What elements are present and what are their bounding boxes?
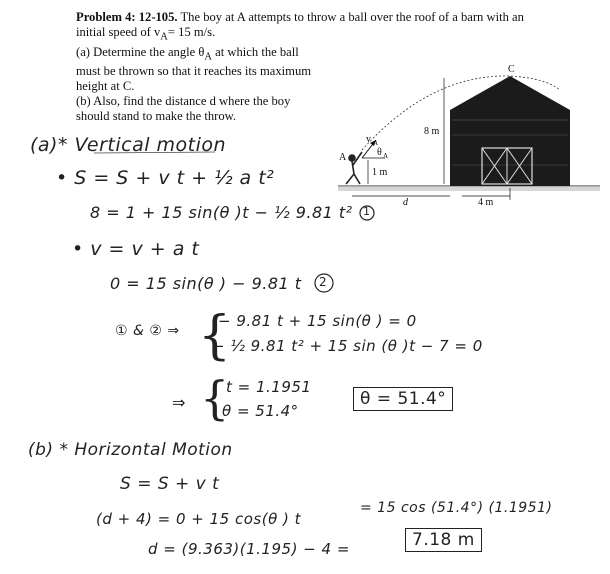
part-b-heading: (b) * Horizontal Motion <box>28 440 233 460</box>
label-d: d <box>403 197 408 208</box>
label-4m: 4 m <box>478 197 494 208</box>
eq-horizontal-numeric: (d + 4) = 0 + 15 cos(θ ) t <box>96 510 302 528</box>
eq-horizontal: S = S + v t <box>120 474 220 494</box>
problem-speed: = 15 m/s. <box>167 25 216 39</box>
eq-position: • S = S + v t + ½ a t² <box>56 167 275 189</box>
system-prefix: ① & ② ⇒ <box>115 323 180 339</box>
part-a-rest: at which the ball must be thrown so that it reaches its maximum height at C. <box>76 44 312 94</box>
result-t: t = 1.1951 <box>226 378 312 396</box>
eq-position-numeric: 8 = 1 + 15 sin(θ )t − ½ 9.81 t² <box>90 203 353 222</box>
result-arrow: ⇒ <box>172 393 186 412</box>
tag-2: 2 <box>319 275 328 289</box>
final-answer-boxed: 7.18 m <box>405 528 482 552</box>
label-1m: 1 m <box>372 167 388 178</box>
label-a: A <box>339 152 347 163</box>
problem-title: Problem 4: 12-105. <box>76 10 178 24</box>
boy <box>346 152 362 184</box>
result-brace: { <box>200 371 230 425</box>
system-line-1: − 9.81 t + 15 sin(θ ) = 0 <box>218 312 417 330</box>
problem-intro: The boy at A attempts to throw a ball over the roof of a barn with an initial speed of v <box>76 10 524 39</box>
part-a-heading: (a)* Vertical motion <box>30 134 227 156</box>
label-8m: 8 m <box>424 126 440 137</box>
result-theta-boxed: θ = 51.4° <box>353 387 453 411</box>
part-a-text: (a) Determine the angle θ <box>76 44 205 59</box>
label-theta-sub: A <box>383 152 389 160</box>
subscript-a2: A <box>204 51 213 63</box>
label-c: C <box>508 64 515 75</box>
eq-velocity-numeric: 0 = 15 sin(θ ) − 9.81 t <box>110 274 302 293</box>
result-theta: θ = 51.4° <box>222 402 299 420</box>
eq-velocity: • v = v + a t <box>72 238 200 260</box>
barn <box>450 76 570 186</box>
label-va: v <box>366 134 371 145</box>
label-theta: θ <box>377 147 382 158</box>
subscript-a: A <box>160 31 168 43</box>
ground-hatch <box>338 186 600 191</box>
part-b-text: (b) Also, find the distance d where the boy should stand to make the throw. <box>76 94 291 124</box>
label-va-sub: A <box>373 139 379 147</box>
system-line-2: − ½ 9.81 t² + 15 sin (θ )t − 7 = 0 <box>212 337 483 355</box>
system-brace: { <box>198 306 232 366</box>
eq-distance: d = (9.363)(1.195) − 4 = <box>148 540 350 558</box>
tag-1: 1 <box>363 205 371 218</box>
eq-horizontal-value: = 15 cos (51.4°) (1.1951) <box>360 500 553 516</box>
